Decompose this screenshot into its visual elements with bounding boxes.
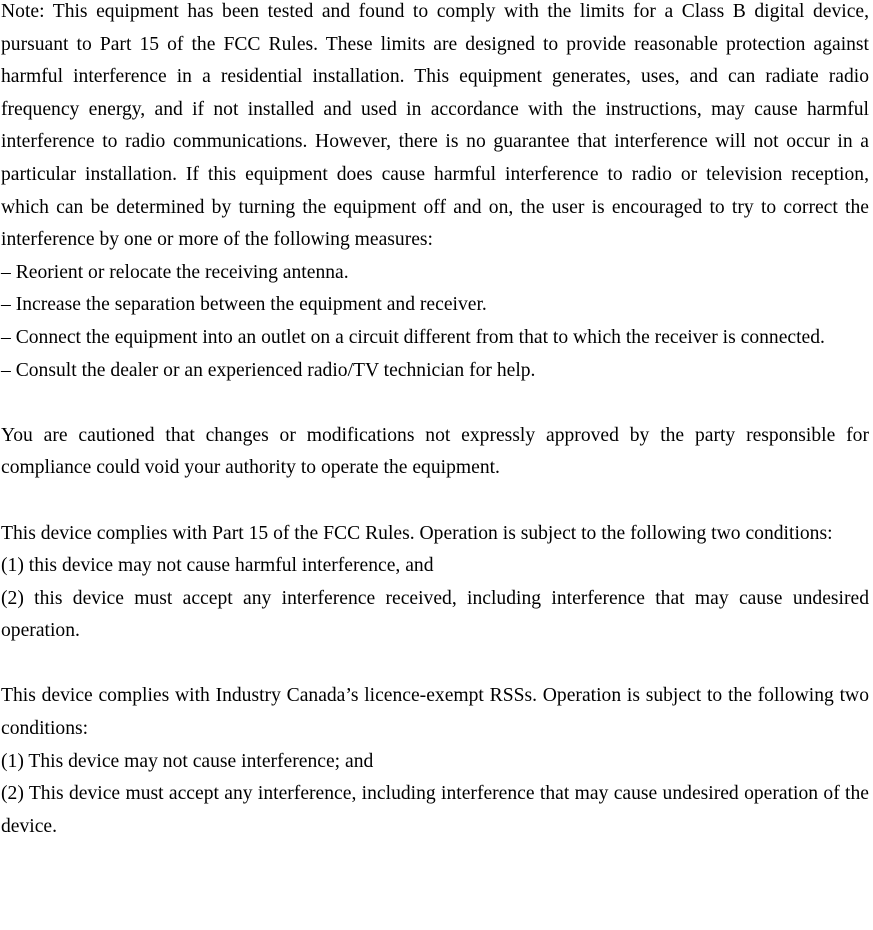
fcc-class-b-notice: Note: This equipment has been tested and found to comply with the limits for a Class B digital device, pursuant to Part 15 of the FCC Rules. These limits are designed to provide reasonable protection against harmful interference in a residential installation. This equipment generates, uses, and can radiate radio frequency energy, and if not installed and used in accordance with the instructions, may cause harmful interference to radio communications. However, there is no guarantee that interference will not occur in a particular installation. If this equipment does cause harmful interference to radio or television reception, which can be determined by turning the equipment off and on, the user is encouraged to try to correct the interference by one or more of the following measures: xyxy=(1,1,869,251)
part15-compliance-statement: This device complies with Part 15 of the FCC Rules. Operation is subject to the following two conditions: xyxy=(1,522,833,544)
measure-reorient-antenna: – Reorient or relocate the receiving antenna. xyxy=(1,261,349,283)
paragraph-spacer xyxy=(1,387,869,420)
modification-caution: You are cautioned that changes or modifications not expressly approved by the party responsible for compliance could void your authority to operate the equipment. xyxy=(1,424,869,479)
regulatory-notice-document xyxy=(1,0,869,843)
measure-consult-dealer: – Consult the dealer or an experienced radio/TV technician for help. xyxy=(1,359,536,381)
measure-increase-separation: – Increase the separation between the equipment and receiver. xyxy=(1,294,487,316)
measure-different-outlet: – Connect the equipment into an outlet on a circuit different from that to which the receiver is connected. xyxy=(1,326,825,348)
ic-condition-2: (2) This device must accept any interference, including interference that may cause undesired operation of the device. xyxy=(1,783,869,837)
part15-condition-2: (2) this device must accept any interference received, including interference that may cause undesired operation. xyxy=(1,587,869,642)
industry-canada-statement: This device complies with Industry Canada’s licence-exempt RSSs. Operation is subject to the following two conditions: xyxy=(1,685,869,740)
ic-condition-1: (1) This device may not cause interference; and xyxy=(1,750,374,772)
paragraph-spacer xyxy=(1,485,869,518)
paragraph-spacer xyxy=(1,648,869,681)
part15-condition-1: (1) this device may not cause harmful interference, and xyxy=(1,555,434,577)
